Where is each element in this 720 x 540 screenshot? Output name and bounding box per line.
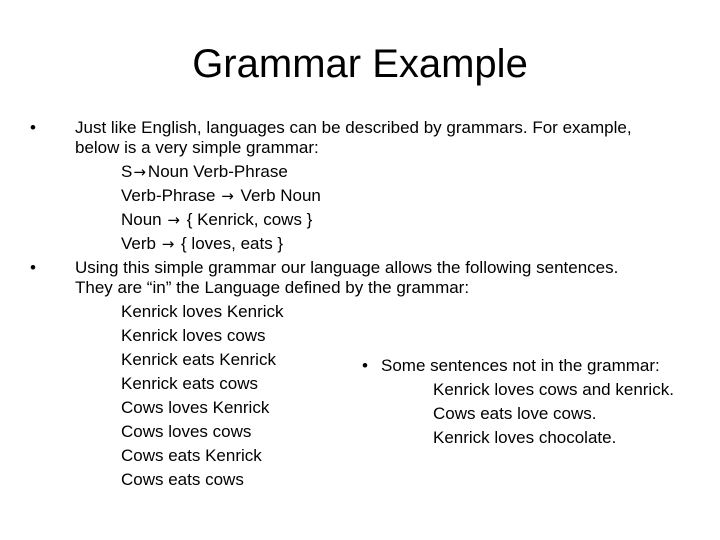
rule-lhs: Verb-Phrase <box>121 186 216 205</box>
valid-sentence: Cows eats cows <box>121 470 244 489</box>
grammar-rule-3 <box>121 208 312 232</box>
bullet-2-marker: • <box>30 258 36 277</box>
valid-sentence: Kenrick loves cows <box>121 326 266 345</box>
arrow-right-icon: → <box>133 163 146 181</box>
bullet-3-marker: • <box>362 356 368 375</box>
arrow-right-icon: → <box>161 235 175 253</box>
bullet-1-line-1: Just like English, languages can be described by grammars. For example, <box>75 118 632 137</box>
grammar-rule-4 <box>121 232 283 256</box>
rule-rhs: Noun Verb-Phrase <box>147 162 288 181</box>
valid-sentence: Cows eats Kenrick <box>121 446 262 465</box>
arrow-right-icon: → <box>221 187 234 205</box>
valid-sentence: Kenrick eats Kenrick <box>121 350 276 369</box>
invalid-sentence: Kenrick loves chocolate. <box>433 428 617 447</box>
invalid-sentence: Cows eats love cows. <box>433 404 597 423</box>
rule-lhs: Noun <box>121 210 162 229</box>
invalid-sentence: Kenrick loves cows and kenrick. <box>433 380 674 399</box>
rule-rhs: { loves, eats } <box>181 234 284 253</box>
rule-lhs: S <box>121 162 133 181</box>
slide-title: Grammar Example <box>192 42 528 86</box>
grammar-rule-1 <box>121 160 288 184</box>
valid-sentence: Cows loves Kenrick <box>121 398 270 417</box>
grammar-rule-2 <box>121 184 321 208</box>
bullet-1-marker: • <box>30 118 36 137</box>
rule-rhs: Verb Noun <box>240 186 321 205</box>
bullet-2-line-1: Using this simple grammar our language allows the following sentences. <box>75 258 619 277</box>
rule-lhs: Verb <box>121 234 156 253</box>
bullet-2-line-2: They are “in” the Language defined by the grammar: <box>75 278 470 297</box>
valid-sentence: Kenrick loves Kenrick <box>121 302 284 321</box>
rule-rhs: { Kenrick, cows } <box>186 210 313 229</box>
valid-sentence: Kenrick eats cows <box>121 374 258 393</box>
bullet-1-line-2: below is a very simple grammar: <box>75 138 319 157</box>
bullet-3-heading: Some sentences not in the grammar: <box>381 356 660 375</box>
arrow-right-icon: → <box>167 211 180 229</box>
valid-sentence: Cows loves cows <box>121 422 252 441</box>
